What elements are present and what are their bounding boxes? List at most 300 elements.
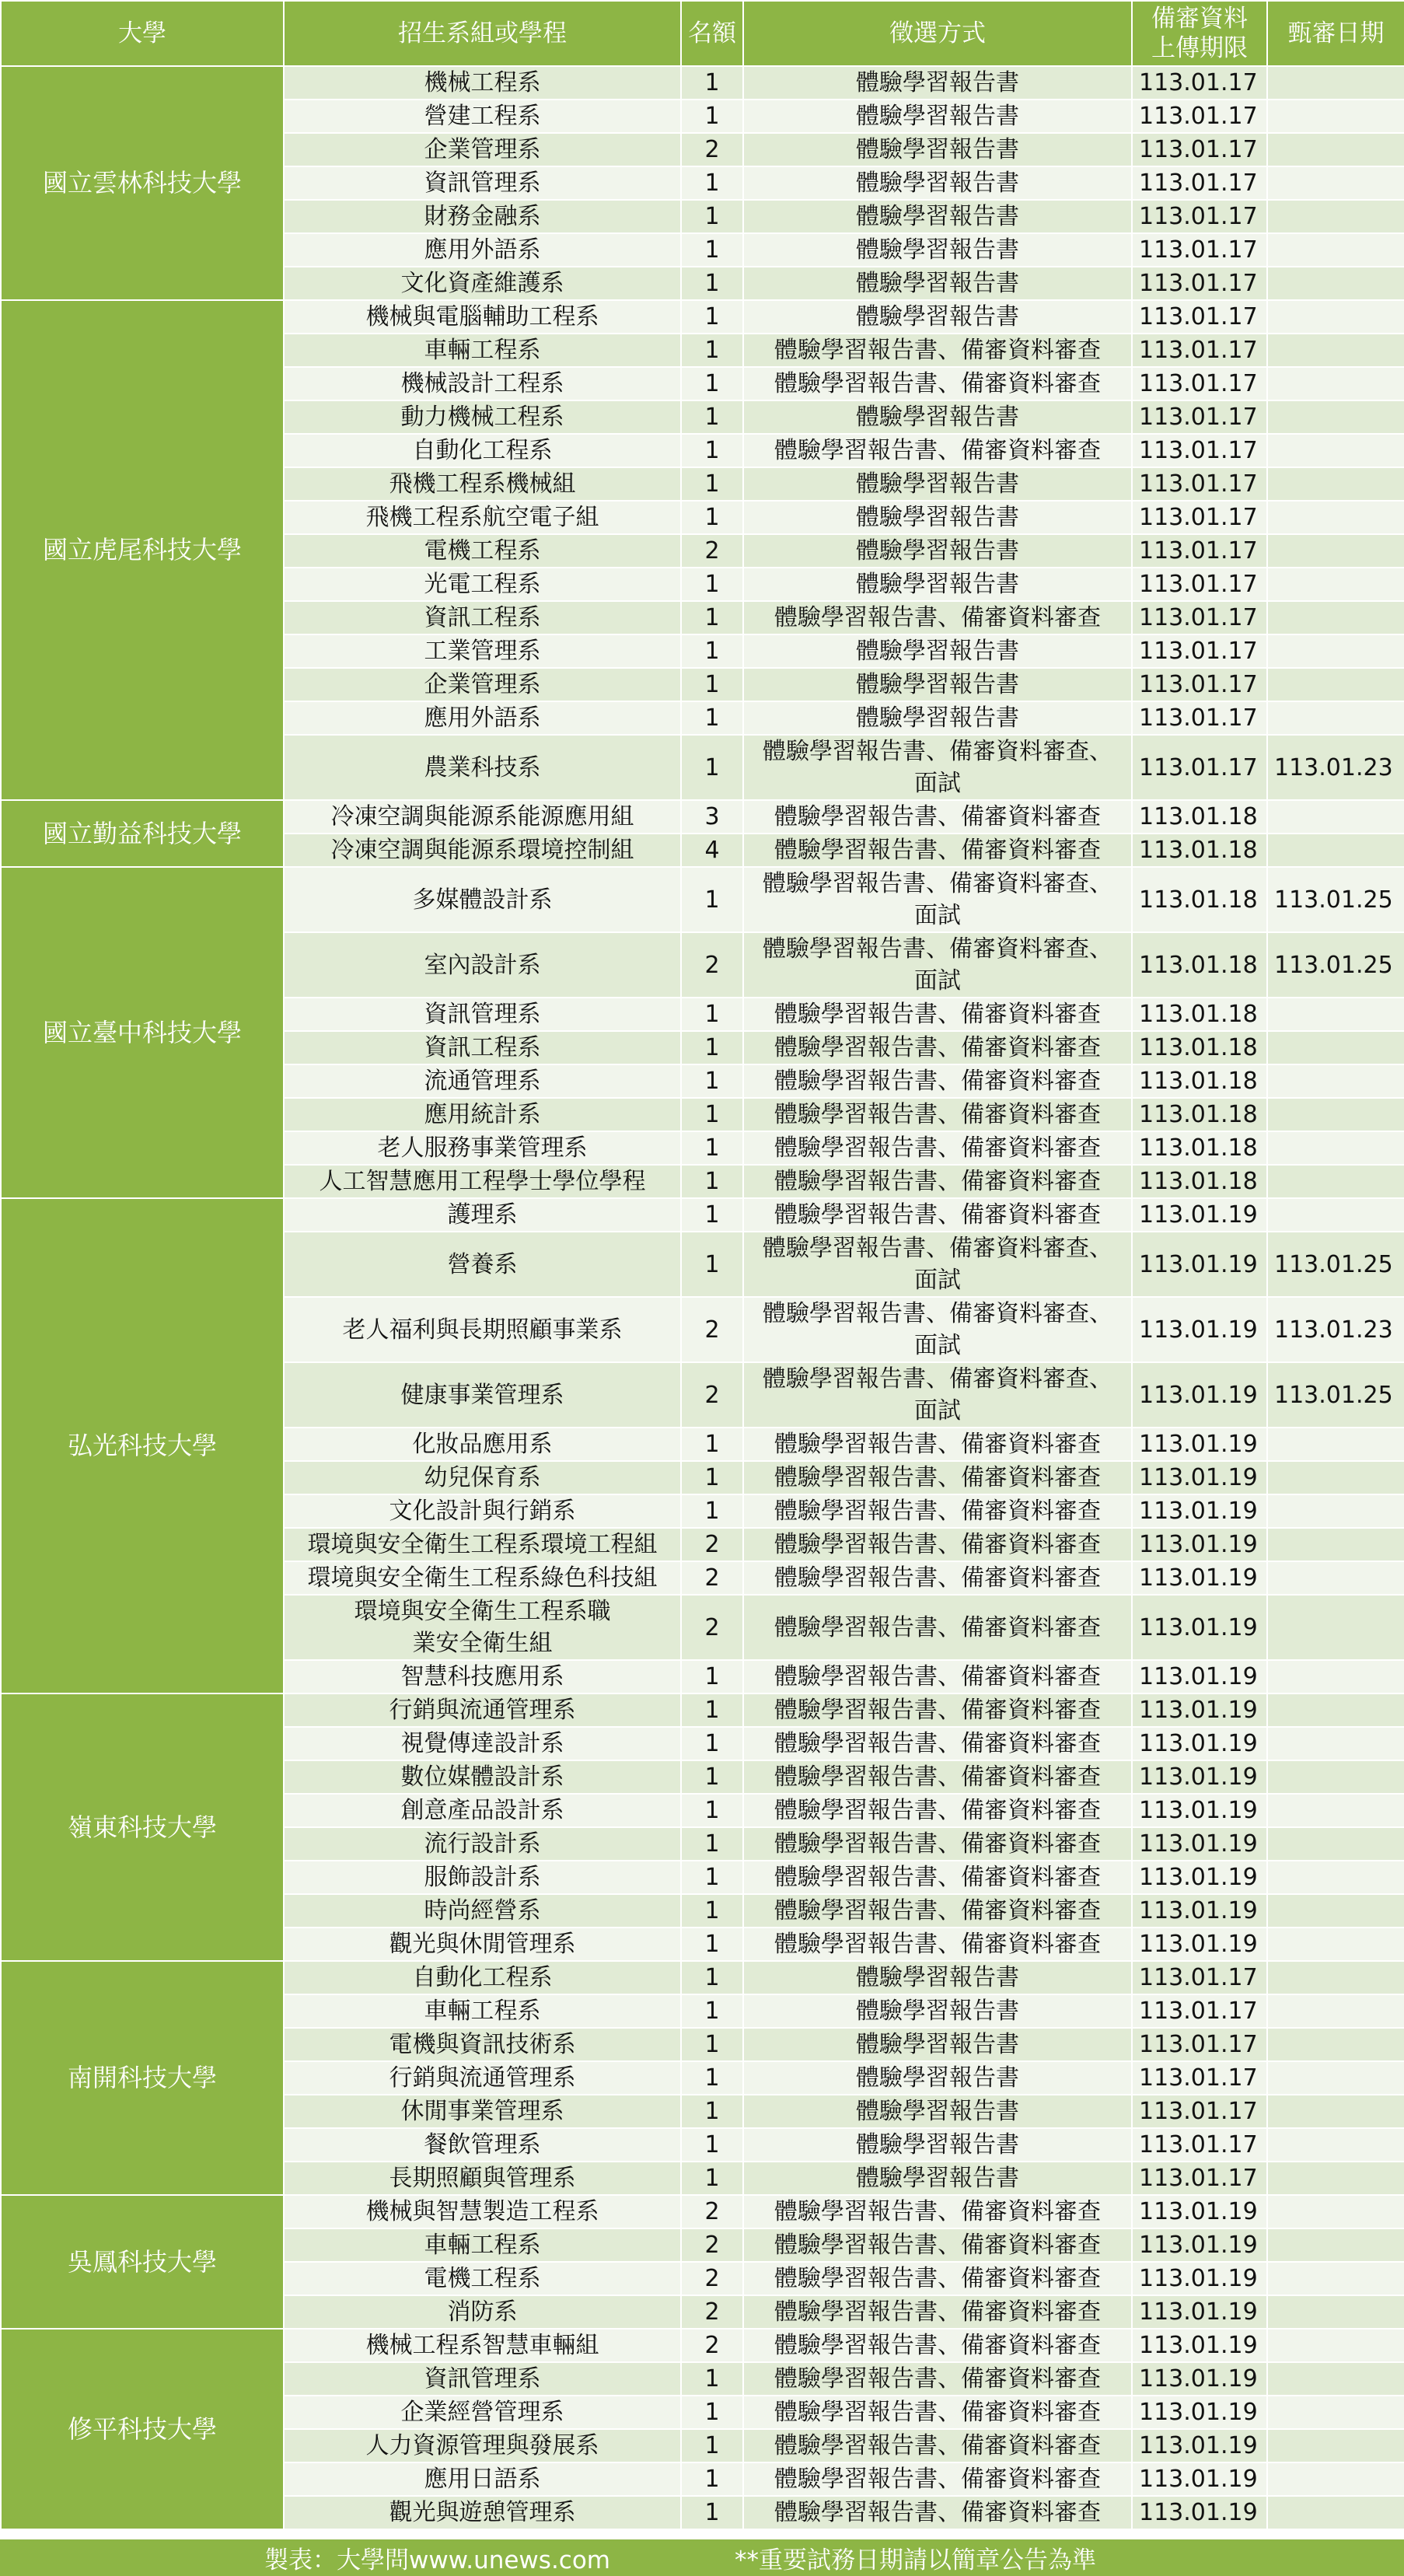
quota-cell: 1 xyxy=(681,2095,743,2128)
review-date-cell xyxy=(1267,534,1404,568)
review-date-cell xyxy=(1267,601,1404,634)
department-cell: 車輛工程系 xyxy=(284,2228,681,2262)
method-cell: 體驗學習報告書、備審資料審查 xyxy=(743,2262,1132,2295)
method-cell: 體驗學習報告書 xyxy=(743,668,1132,701)
review-date-cell xyxy=(1267,300,1404,334)
method-cell: 體驗學習報告書 xyxy=(743,501,1132,534)
department-cell: 休閒事業管理系 xyxy=(284,2095,681,2128)
review-date-cell xyxy=(1267,334,1404,367)
review-date-cell xyxy=(1267,2396,1404,2429)
review-date-cell xyxy=(1267,1861,1404,1894)
table-row xyxy=(1,2195,1404,2228)
upload-deadline-cell: 113.01.19 xyxy=(1132,2496,1267,2529)
quota-cell: 1 xyxy=(681,2396,743,2429)
department-cell: 機械與電腦輔助工程系 xyxy=(284,300,681,334)
review-date-cell xyxy=(1267,2362,1404,2396)
method-cell: 體驗學習報告書 xyxy=(743,166,1132,200)
quota-cell: 2 xyxy=(681,932,743,998)
footer-credit: 製表：大學問www.unews.com xyxy=(264,2546,611,2574)
review-date-cell xyxy=(1267,1098,1404,1131)
method-cell: 體驗學習報告書 xyxy=(743,66,1132,100)
upload-deadline-cell: 113.01.18 xyxy=(1132,1131,1267,1165)
upload-deadline-cell: 113.01.19 xyxy=(1132,2362,1267,2396)
quota-cell: 1 xyxy=(681,998,743,1031)
department-cell: 機械工程系 xyxy=(284,66,681,100)
review-date-cell xyxy=(1267,1961,1404,1994)
method-cell: 體驗學習報告書、備審資料審查 xyxy=(743,1660,1132,1693)
department-cell: 農業科技系 xyxy=(284,735,681,800)
quota-cell: 1 xyxy=(681,1894,743,1928)
university-cell: 吳鳳科技大學 xyxy=(1,2195,284,2329)
department-cell: 應用外語系 xyxy=(284,701,681,735)
method-cell: 體驗學習報告書、備審資料審查 xyxy=(743,1461,1132,1494)
method-cell: 體驗學習報告書 xyxy=(743,300,1132,334)
department-cell: 企業管理系 xyxy=(284,133,681,166)
department-cell: 健康事業管理系 xyxy=(284,1362,681,1428)
review-date-cell xyxy=(1267,1428,1404,1461)
upload-deadline-cell: 113.01.19 xyxy=(1132,1428,1267,1461)
method-cell: 體驗學習報告書、備審資料審查 xyxy=(743,834,1132,867)
review-date-cell xyxy=(1267,1894,1404,1928)
review-date-cell xyxy=(1267,2095,1404,2128)
upload-deadline-cell: 113.01.17 xyxy=(1132,66,1267,100)
quota-cell: 1 xyxy=(681,1994,743,2028)
quota-cell: 1 xyxy=(681,200,743,233)
method-cell: 體驗學習報告書、備審資料審查 xyxy=(743,1794,1132,1827)
quota-cell: 2 xyxy=(681,2295,743,2329)
quota-cell: 1 xyxy=(681,2496,743,2529)
method-cell: 體驗學習報告書、備審資料審查、面試 xyxy=(743,932,1132,998)
upload-deadline-cell: 113.01.19 xyxy=(1132,1461,1267,1494)
quota-cell: 4 xyxy=(681,834,743,867)
review-date-cell xyxy=(1267,1528,1404,1561)
review-date-cell xyxy=(1267,400,1404,434)
upload-deadline-cell: 113.01.19 xyxy=(1132,1561,1267,1595)
method-cell: 體驗學習報告書、備審資料審查 xyxy=(743,1098,1132,1131)
department-cell: 觀光與休閒管理系 xyxy=(284,1928,681,1961)
quota-cell: 1 xyxy=(681,1131,743,1165)
review-date-cell xyxy=(1267,2195,1404,2228)
footer-bar xyxy=(0,2539,1404,2576)
quota-cell: 1 xyxy=(681,2462,743,2496)
review-date-cell xyxy=(1267,998,1404,1031)
review-date-cell xyxy=(1267,1064,1404,1098)
review-date-cell xyxy=(1267,501,1404,534)
department-cell: 護理系 xyxy=(284,1198,681,1232)
department-cell: 老人服務事業管理系 xyxy=(284,1131,681,1165)
upload-deadline-cell: 113.01.19 xyxy=(1132,1928,1267,1961)
review-date-cell xyxy=(1267,1760,1404,1794)
upload-deadline-cell: 113.01.18 xyxy=(1132,1165,1267,1198)
department-cell: 環境與安全衛生工程系綠色科技組 xyxy=(284,1561,681,1595)
upload-deadline-cell: 113.01.17 xyxy=(1132,100,1267,133)
review-date-cell xyxy=(1267,1595,1404,1660)
department-cell: 電機工程系 xyxy=(284,2262,681,2295)
quota-cell: 1 xyxy=(681,1961,743,1994)
method-cell: 體驗學習報告書 xyxy=(743,267,1132,300)
method-cell: 體驗學習報告書、備審資料審查 xyxy=(743,1494,1132,1528)
department-cell: 室內設計系 xyxy=(284,932,681,998)
upload-deadline-cell: 113.01.19 xyxy=(1132,1660,1267,1693)
quota-cell: 1 xyxy=(681,467,743,501)
method-cell: 體驗學習報告書、備審資料審查 xyxy=(743,2362,1132,2396)
review-date-cell: 113.01.25 xyxy=(1267,1362,1404,1428)
quota-cell: 1 xyxy=(681,66,743,100)
review-date-cell xyxy=(1267,1561,1404,1595)
method-cell: 體驗學習報告書、備審資料審查、面試 xyxy=(743,1232,1132,1297)
review-date-cell xyxy=(1267,1794,1404,1827)
department-cell: 時尚經營系 xyxy=(284,1894,681,1928)
department-cell: 創意產品設計系 xyxy=(284,1794,681,1827)
method-cell: 體驗學習報告書 xyxy=(743,2128,1132,2162)
method-cell: 體驗學習報告書、備審資料審查 xyxy=(743,1064,1132,1098)
department-cell: 冷凍空調與能源系能源應用組 xyxy=(284,800,681,834)
quota-cell: 1 xyxy=(681,1232,743,1297)
quota-cell: 1 xyxy=(681,2362,743,2396)
university-cell: 國立勤益科技大學 xyxy=(1,800,284,867)
review-date-cell xyxy=(1267,834,1404,867)
quota-cell: 1 xyxy=(681,300,743,334)
method-cell: 體驗學習報告書 xyxy=(743,1961,1132,1994)
upload-deadline-cell: 113.01.19 xyxy=(1132,1894,1267,1928)
review-date-cell xyxy=(1267,200,1404,233)
quota-cell: 1 xyxy=(681,1727,743,1760)
upload-deadline-cell: 113.01.19 xyxy=(1132,1727,1267,1760)
review-date-cell xyxy=(1267,434,1404,467)
review-date-cell xyxy=(1267,1994,1404,2028)
department-cell: 資訊管理系 xyxy=(284,998,681,1031)
header-upload-deadline xyxy=(1132,1,1267,66)
department-cell: 觀光與遊憩管理系 xyxy=(284,2496,681,2529)
upload-deadline-cell: 113.01.17 xyxy=(1132,2061,1267,2095)
review-date-cell xyxy=(1267,1494,1404,1528)
method-cell: 體驗學習報告書 xyxy=(743,233,1132,267)
department-cell: 應用日語系 xyxy=(284,2462,681,2496)
quota-cell: 1 xyxy=(681,233,743,267)
method-cell: 體驗學習報告書 xyxy=(743,200,1132,233)
footer-note: **重要試務日期請以簡章公告為準 xyxy=(735,2546,1097,2574)
department-cell: 老人福利與長期照顧事業系 xyxy=(284,1297,681,1362)
department-cell: 機械設計工程系 xyxy=(284,367,681,400)
quota-cell: 1 xyxy=(681,701,743,735)
review-date-cell xyxy=(1267,100,1404,133)
department-cell: 機械與智慧製造工程系 xyxy=(284,2195,681,2228)
quota-cell: 2 xyxy=(681,2262,743,2295)
quota-cell: 2 xyxy=(681,1528,743,1561)
department-cell: 冷凍空調與能源系環境控制組 xyxy=(284,834,681,867)
review-date-cell xyxy=(1267,2128,1404,2162)
quota-cell: 1 xyxy=(681,568,743,601)
quota-cell: 1 xyxy=(681,1461,743,1494)
method-cell: 體驗學習報告書、備審資料審查 xyxy=(743,601,1132,634)
method-cell: 體驗學習報告書 xyxy=(743,2028,1132,2061)
review-date-cell xyxy=(1267,2061,1404,2095)
quota-cell: 1 xyxy=(681,1760,743,1794)
upload-deadline-cell: 113.01.17 xyxy=(1132,166,1267,200)
upload-deadline-cell: 113.01.19 xyxy=(1132,2228,1267,2262)
university-cell: 國立虎尾科技大學 xyxy=(1,300,284,800)
review-date-cell xyxy=(1267,1928,1404,1961)
upload-deadline-cell: 113.01.19 xyxy=(1132,1760,1267,1794)
table-row xyxy=(1,300,1404,334)
university-cell: 嶺東科技大學 xyxy=(1,1693,284,1961)
header-review-date: 甄審日期 xyxy=(1267,1,1404,66)
header-method: 徵選方式 xyxy=(743,1,1132,66)
upload-deadline-cell: 113.01.17 xyxy=(1132,2095,1267,2128)
department-cell: 流行設計系 xyxy=(284,1827,681,1861)
method-cell: 體驗學習報告書、備審資料審查 xyxy=(743,2228,1132,2262)
header-department: 招生系組或學程 xyxy=(284,1,681,66)
department-cell: 長期照顧與管理系 xyxy=(284,2162,681,2195)
upload-deadline-cell: 113.01.18 xyxy=(1132,1064,1267,1098)
department-cell: 應用外語系 xyxy=(284,233,681,267)
quota-cell: 1 xyxy=(681,434,743,467)
upload-deadline-cell: 113.01.17 xyxy=(1132,267,1267,300)
department-cell: 動力機械工程系 xyxy=(284,400,681,434)
upload-deadline-cell: 113.01.18 xyxy=(1132,998,1267,1031)
department-cell: 飛機工程系航空電子組 xyxy=(284,501,681,534)
quota-cell: 1 xyxy=(681,2061,743,2095)
quota-cell: 1 xyxy=(681,334,743,367)
quota-cell: 1 xyxy=(681,634,743,668)
upload-deadline-cell: 113.01.17 xyxy=(1132,601,1267,634)
upload-deadline-cell: 113.01.19 xyxy=(1132,1693,1267,1727)
upload-deadline-cell: 113.01.18 xyxy=(1132,834,1267,867)
method-cell: 體驗學習報告書 xyxy=(743,467,1132,501)
method-cell: 體驗學習報告書、備審資料審查 xyxy=(743,2295,1132,2329)
method-cell: 體驗學習報告書、備審資料審查 xyxy=(743,1894,1132,1928)
review-date-cell xyxy=(1267,2262,1404,2295)
upload-deadline-cell: 113.01.17 xyxy=(1132,2162,1267,2195)
department-cell: 服飾設計系 xyxy=(284,1861,681,1894)
upload-deadline-cell: 113.01.17 xyxy=(1132,534,1267,568)
upload-deadline-cell: 113.01.19 xyxy=(1132,2429,1267,2462)
quota-cell: 1 xyxy=(681,1861,743,1894)
department-cell: 企業管理系 xyxy=(284,668,681,701)
quota-cell: 1 xyxy=(681,267,743,300)
upload-deadline-cell: 113.01.17 xyxy=(1132,1994,1267,2028)
review-date-cell xyxy=(1267,2162,1404,2195)
quota-cell: 1 xyxy=(681,1428,743,1461)
review-date-cell xyxy=(1267,1198,1404,1232)
table-row xyxy=(1,1198,1404,1232)
upload-deadline-cell: 113.01.17 xyxy=(1132,367,1267,400)
quota-cell: 1 xyxy=(681,2162,743,2195)
upload-deadline-cell: 113.01.19 xyxy=(1132,1494,1267,1528)
department-cell: 文化設計與行銷系 xyxy=(284,1494,681,1528)
review-date-cell xyxy=(1267,2028,1404,2061)
upload-deadline-cell: 113.01.18 xyxy=(1132,867,1267,932)
method-cell: 體驗學習報告書、備審資料審查 xyxy=(743,334,1132,367)
department-cell: 人力資源管理與發展系 xyxy=(284,2429,681,2462)
department-cell: 消防系 xyxy=(284,2295,681,2329)
quota-cell: 1 xyxy=(681,1031,743,1064)
upload-deadline-cell: 113.01.17 xyxy=(1132,2028,1267,2061)
quota-cell: 2 xyxy=(681,1595,743,1660)
department-cell: 智慧科技應用系 xyxy=(284,1660,681,1693)
department-cell: 資訊工程系 xyxy=(284,601,681,634)
review-date-cell xyxy=(1267,1693,1404,1727)
review-date-cell xyxy=(1267,166,1404,200)
method-cell: 體驗學習報告書、備審資料審查 xyxy=(743,1760,1132,1794)
quota-cell: 1 xyxy=(681,367,743,400)
method-cell: 體驗學習報告書、備審資料審查 xyxy=(743,2429,1132,2462)
review-date-cell: 113.01.23 xyxy=(1267,1297,1404,1362)
quota-cell: 1 xyxy=(681,2028,743,2061)
review-date-cell xyxy=(1267,634,1404,668)
quota-cell: 2 xyxy=(681,2195,743,2228)
quota-cell: 1 xyxy=(681,668,743,701)
method-cell: 體驗學習報告書、備審資料審查 xyxy=(743,367,1132,400)
upload-deadline-cell: 113.01.17 xyxy=(1132,501,1267,534)
quota-cell: 1 xyxy=(681,1064,743,1098)
method-cell: 體驗學習報告書、備審資料審查 xyxy=(743,1428,1132,1461)
header-quota: 名額 xyxy=(681,1,743,66)
review-date-cell xyxy=(1267,1660,1404,1693)
method-cell: 體驗學習報告書、備審資料審查、面試 xyxy=(743,1362,1132,1428)
quota-cell: 1 xyxy=(681,1198,743,1232)
department-cell: 財務金融系 xyxy=(284,200,681,233)
upload-deadline-cell: 113.01.19 xyxy=(1132,1362,1267,1428)
university-cell: 國立雲林科技大學 xyxy=(1,66,284,300)
method-cell: 體驗學習報告書、備審資料審查 xyxy=(743,2462,1132,2496)
method-cell: 體驗學習報告書、備審資料審查 xyxy=(743,2329,1132,2362)
review-date-cell xyxy=(1267,668,1404,701)
upload-deadline-cell: 113.01.19 xyxy=(1132,1794,1267,1827)
method-cell: 體驗學習報告書、備審資料審查 xyxy=(743,434,1132,467)
quota-cell: 2 xyxy=(681,534,743,568)
upload-deadline-cell: 113.01.17 xyxy=(1132,434,1267,467)
department-cell: 人工智慧應用工程學士學位學程 xyxy=(284,1165,681,1198)
review-date-cell xyxy=(1267,267,1404,300)
quota-cell: 2 xyxy=(681,1362,743,1428)
department-cell: 電機與資訊技術系 xyxy=(284,2028,681,2061)
quota-cell: 2 xyxy=(681,1561,743,1595)
department-cell: 自動化工程系 xyxy=(284,1961,681,1994)
department-cell: 餐飲管理系 xyxy=(284,2128,681,2162)
method-cell: 體驗學習報告書 xyxy=(743,701,1132,735)
department-cell: 車輛工程系 xyxy=(284,1994,681,2028)
quota-cell: 1 xyxy=(681,1693,743,1727)
department-cell: 機械工程系智慧車輛組 xyxy=(284,2329,681,2362)
method-cell: 體驗學習報告書 xyxy=(743,534,1132,568)
upload-deadline-cell: 113.01.18 xyxy=(1132,800,1267,834)
method-cell: 體驗學習報告書、備審資料審查 xyxy=(743,1198,1132,1232)
method-cell: 體驗學習報告書 xyxy=(743,2162,1132,2195)
department-cell: 文化資產維護系 xyxy=(284,267,681,300)
header-university: 大學 xyxy=(1,1,284,66)
department-cell: 環境與安全衛生工程系職業安全衛生組 xyxy=(284,1595,681,1660)
method-cell: 體驗學習報告書、備審資料審查、面試 xyxy=(743,1297,1132,1362)
review-date-cell xyxy=(1267,133,1404,166)
department-cell: 營建工程系 xyxy=(284,100,681,133)
upload-deadline-cell: 113.01.19 xyxy=(1132,1595,1267,1660)
method-cell: 體驗學習報告書、備審資料審查、面試 xyxy=(743,867,1132,932)
review-date-cell xyxy=(1267,2462,1404,2496)
department-cell: 光電工程系 xyxy=(284,568,681,601)
review-date-cell xyxy=(1267,2228,1404,2262)
upload-deadline-cell: 113.01.19 xyxy=(1132,2396,1267,2429)
method-cell: 體驗學習報告書 xyxy=(743,2095,1132,2128)
department-cell: 資訊工程系 xyxy=(284,1031,681,1064)
method-cell: 體驗學習報告書、備審資料審查 xyxy=(743,1031,1132,1064)
method-cell: 體驗學習報告書、備審資料審查 xyxy=(743,1928,1132,1961)
quota-cell: 1 xyxy=(681,1494,743,1528)
review-date-cell xyxy=(1267,2329,1404,2362)
method-cell: 體驗學習報告書 xyxy=(743,568,1132,601)
upload-deadline-cell: 113.01.17 xyxy=(1132,701,1267,735)
table-row xyxy=(1,867,1404,932)
quota-cell: 1 xyxy=(681,2429,743,2462)
method-cell: 體驗學習報告書、備審資料審查 xyxy=(743,2195,1132,2228)
method-cell: 體驗學習報告書 xyxy=(743,133,1132,166)
header-upload-line2: 上傳期限 xyxy=(1151,34,1248,62)
quota-cell: 2 xyxy=(681,2329,743,2362)
quota-cell: 1 xyxy=(681,1794,743,1827)
method-cell: 體驗學習報告書 xyxy=(743,1994,1132,2028)
upload-deadline-cell: 113.01.18 xyxy=(1132,1098,1267,1131)
upload-deadline-cell: 113.01.17 xyxy=(1132,2128,1267,2162)
quota-cell: 1 xyxy=(681,166,743,200)
university-cell: 南開科技大學 xyxy=(1,1961,284,2195)
upload-deadline-cell: 113.01.17 xyxy=(1132,1961,1267,1994)
upload-deadline-cell: 113.01.17 xyxy=(1132,233,1267,267)
department-cell: 視覺傳達設計系 xyxy=(284,1727,681,1760)
quota-cell: 3 xyxy=(681,800,743,834)
table-body xyxy=(1,66,1404,2529)
quota-cell: 1 xyxy=(681,735,743,800)
department-cell: 應用統計系 xyxy=(284,1098,681,1131)
review-date-cell xyxy=(1267,1165,1404,1198)
university-cell: 修平科技大學 xyxy=(1,2329,284,2529)
method-cell: 體驗學習報告書、備審資料審查、面試 xyxy=(743,735,1132,800)
upload-deadline-cell: 113.01.17 xyxy=(1132,568,1267,601)
method-cell: 體驗學習報告書 xyxy=(743,634,1132,668)
table-row xyxy=(1,2329,1404,2362)
quota-cell: 2 xyxy=(681,1297,743,1362)
department-cell: 化妝品應用系 xyxy=(284,1428,681,1461)
department-cell: 電機工程系 xyxy=(284,534,681,568)
method-cell: 體驗學習報告書、備審資料審查 xyxy=(743,1528,1132,1561)
review-date-cell xyxy=(1267,568,1404,601)
method-cell: 體驗學習報告書、備審資料審查 xyxy=(743,1827,1132,1861)
review-date-cell xyxy=(1267,1461,1404,1494)
department-cell: 幼兒保育系 xyxy=(284,1461,681,1494)
quota-cell: 2 xyxy=(681,2228,743,2262)
quota-cell: 1 xyxy=(681,2128,743,2162)
table-row xyxy=(1,1961,1404,1994)
upload-deadline-cell: 113.01.19 xyxy=(1132,1297,1267,1362)
university-cell: 弘光科技大學 xyxy=(1,1198,284,1693)
upload-deadline-cell: 113.01.19 xyxy=(1132,1827,1267,1861)
quota-cell: 1 xyxy=(681,601,743,634)
quota-cell: 1 xyxy=(681,1928,743,1961)
upload-deadline-cell: 113.01.17 xyxy=(1132,133,1267,166)
department-cell: 多媒體設計系 xyxy=(284,867,681,932)
quota-cell: 2 xyxy=(681,133,743,166)
method-cell: 體驗學習報告書、備審資料審查 xyxy=(743,1861,1132,1894)
upload-deadline-cell: 113.01.17 xyxy=(1132,400,1267,434)
method-cell: 體驗學習報告書、備審資料審查 xyxy=(743,1595,1132,1660)
method-cell: 體驗學習報告書 xyxy=(743,2061,1132,2095)
review-date-cell: 113.01.23 xyxy=(1267,735,1404,800)
department-cell: 營養系 xyxy=(284,1232,681,1297)
upload-deadline-cell: 113.01.19 xyxy=(1132,1861,1267,1894)
review-date-cell: 113.01.25 xyxy=(1267,1232,1404,1297)
method-cell: 體驗學習報告書、備審資料審查 xyxy=(743,1561,1132,1595)
department-cell: 資訊管理系 xyxy=(284,166,681,200)
upload-deadline-cell: 113.01.19 xyxy=(1132,2262,1267,2295)
